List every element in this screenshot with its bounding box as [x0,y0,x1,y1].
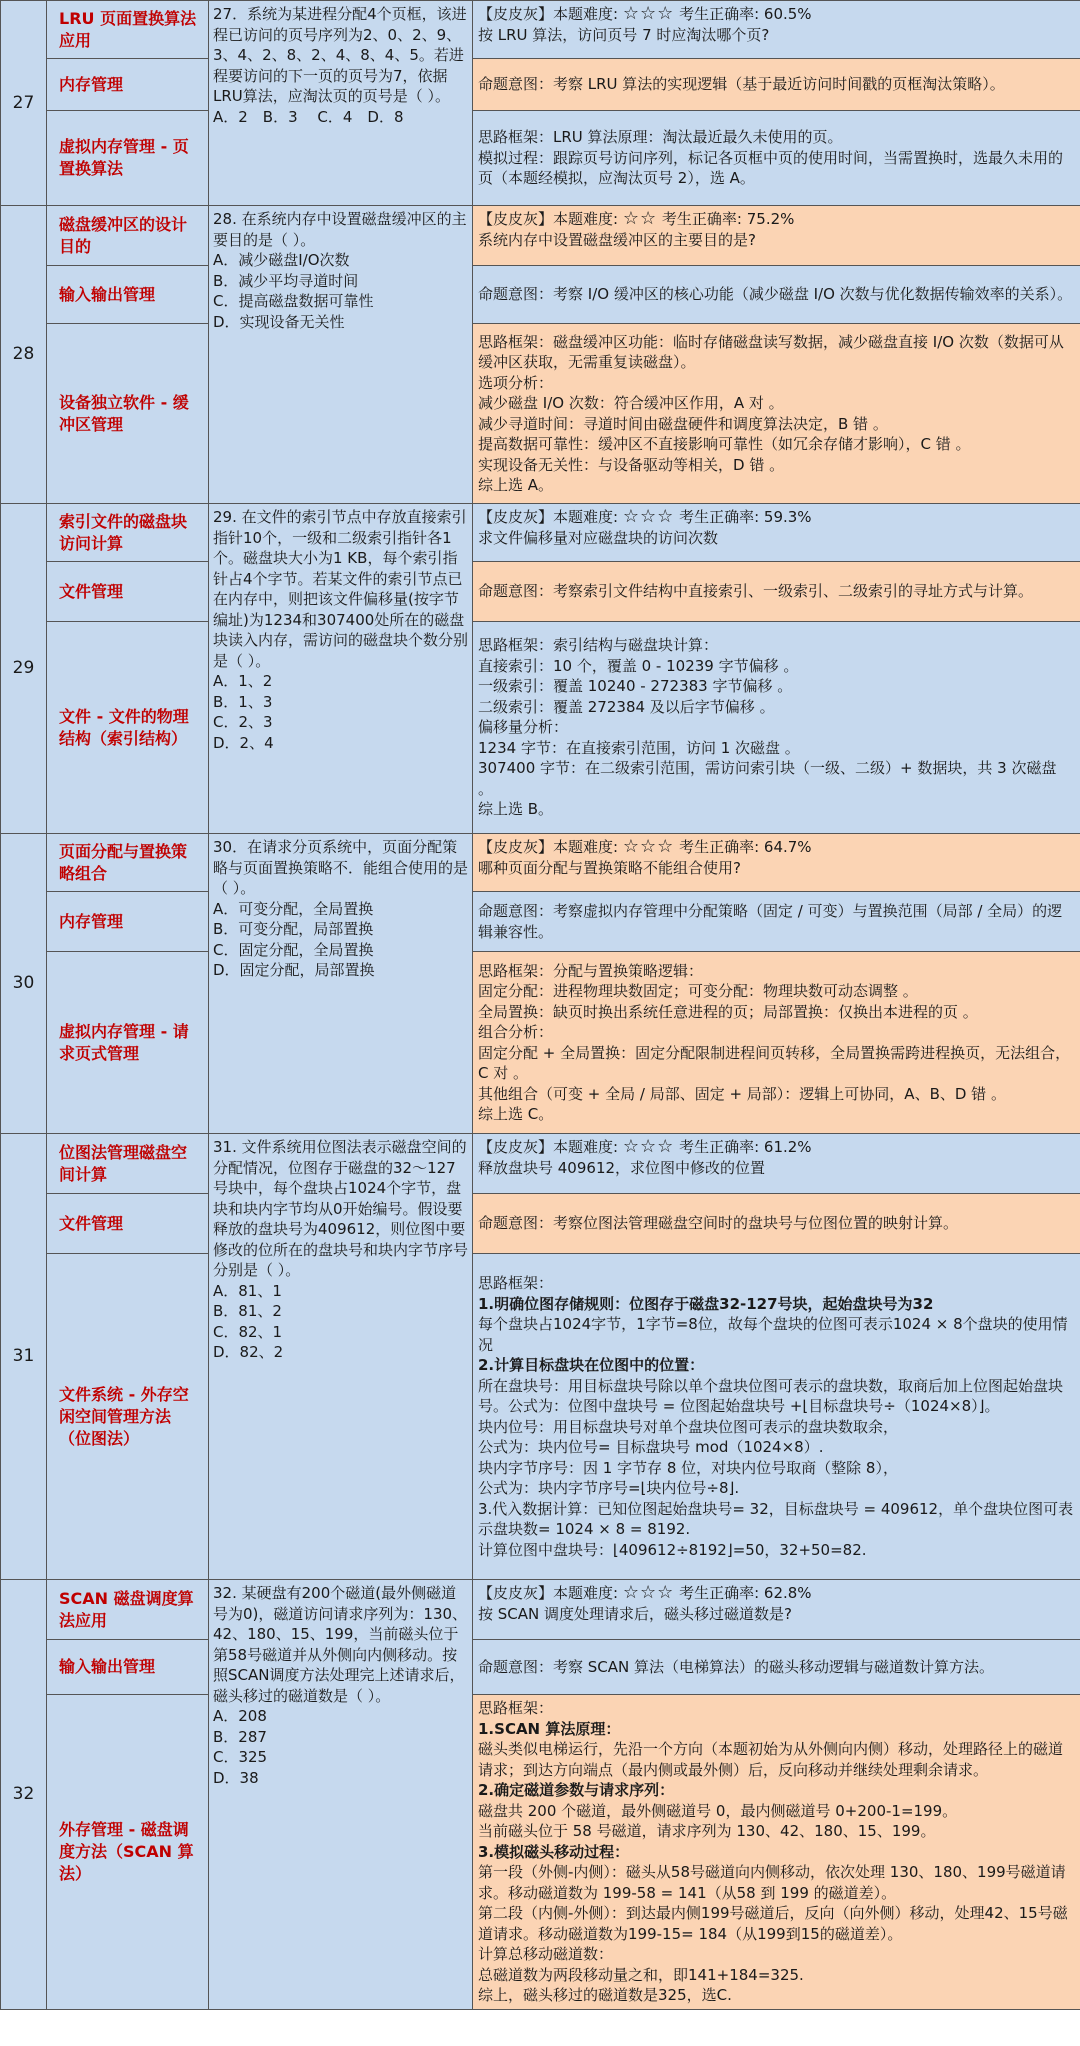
question-line: B．减少平均寻道时间 [213,271,359,290]
difficulty-tag: 【皮皮灰】 [478,838,554,856]
question-line: B．81、2 [213,1302,282,1320]
table-row [1,1134,1080,1194]
analysis-line: 命题意图：考察索引文件结构中直接索引、一级索引、二级索引的寻址方式与计算。 [478,582,1034,601]
difficulty-line [478,4,1075,25]
analysis-line: 固定分配：进程物理块数固定；可变分配：物理块数可动态调整 。 [478,982,918,1000]
analysis-cell [473,1254,1080,1580]
analysis-cell [473,1134,1080,1194]
difficulty-line [478,209,1075,230]
question-text [209,1134,473,1580]
analysis-line: 命题意图：考察虚拟内存管理中分配策略（固定 / 可变）与置换范围（局部 / 全局）的逻辑兼容性。 [478,902,1063,941]
difficulty-line [478,507,1075,528]
difficulty-label: 本题难度: [553,1138,619,1156]
star-icon: ☆☆☆ [622,836,675,857]
problem-number: 27 [1,1,47,206]
star-icon: ☆☆☆ [622,3,675,24]
star-icon: ☆☆☆ [622,1582,675,1603]
rate-label: 考生正确率: [679,5,760,23]
rate-label: 考生正确率: [679,508,760,526]
knowledge-point: 输入输出管理 [47,1640,209,1695]
correct-rate: 75.2% [746,210,795,228]
analysis-line: 固定分配 + 全局置换：固定分配限制进程间页转移，全局置换需跨进程换页，无法组合，C 对 。 [478,1043,1071,1082]
analysis-line: 命题意图：考察 SCAN 算法（电梯算法）的磁头移动逻辑与磁道数计算方法。 [478,1657,995,1676]
question-line: 28. 在系统内存中设置磁盘缓冲区的主要目的是（ ）。 [213,210,467,249]
table-row [1,206,1080,266]
table-row [1,504,1080,562]
analysis-cell [473,324,1080,504]
knowledge-point: 位图法管理磁盘空间计算 [47,1134,209,1194]
analysis-cell [473,622,1080,834]
star-icon: ☆☆ [622,208,658,229]
table-row [1,562,1080,622]
analysis-line: 减少磁盘 I/O 次数：符合缓冲区作用，A 对 。 [478,394,784,412]
analysis-line: 思路框架：分配与置换策略逻辑： [478,961,704,980]
analysis-cell [473,834,1080,892]
knowledge-point: SCAN 磁盘调度算法应用 [47,1580,209,1640]
analysis-line: 综上选 B。 [478,800,554,819]
analysis-line: 命题意图：考察 I/O 缓冲区的核心功能（减少磁盘 I/O 次数与优化数据传输效率的关系）。 [478,285,1073,304]
star-icon: ☆☆☆ [622,506,675,527]
analysis-line: 总磁道数为两段移动量之和，即141+184=325. [478,1965,804,1984]
analysis-line: 直接索引：10 个，覆盖 0 - 10239 字节偏移 。 [478,656,799,675]
rate-label: 考生正确率: [679,838,760,856]
question-line: A．208 [213,1707,267,1725]
analysis-line: 系统内存中设置磁盘缓冲区的主要目的是? [478,230,756,249]
analysis-line: 307400 字节：在二级索引范围，需访问索引块（一级、二级）+ 数据块，共 3 次磁盘 。 [478,759,1057,798]
analysis-line: 其他组合（可变 + 全局 / 局部、固定 + 局部）：逻辑上可协同，A、B、D 错 。 [478,1084,1006,1103]
question-line: A．1、2 [213,672,273,690]
analysis-line: 块内位号：用目标盘块号对单个盘块位图可表示的盘块数取余， [478,1417,899,1436]
analysis-line: 第一段（外侧-内侧）：磁头从58号磁道向内侧移动，依次处理 130、180、199号磁道请求。移动磁道数为 199-58 = 141（从58 到 199 的磁道差）。 [478,1863,1066,1902]
analysis-line: 思路框架：LRU 算法原理：淘汰最近最久未使用的页。 [478,128,843,147]
question-line: B．可变分配，局部置换 [213,920,374,938]
analysis-line: 1.SCAN 算法原理： [478,1719,621,1738]
analysis-line: 思路框架： [478,1274,554,1292]
knowledge-point: 页面分配与置换策略组合 [47,834,209,892]
analysis-cell [473,562,1080,622]
analysis-line: 思路框架：磁盘缓冲区功能：临时存储磁盘读写数据，减少磁盘直接 I/O 次数（数据可从缓冲区获取，无需重复读磁盘）。 [478,332,1064,371]
knowledge-point: 索引文件的磁盘块访问计算 [47,504,209,562]
question-line: A．81、1 [213,1281,282,1300]
knowledge-point: 磁盘缓冲区的设计目的 [47,206,209,266]
analysis-line: 减少寻道时间：寻道时间由磁盘硬件和调度算法决定，B 错 。 [478,414,888,433]
table-row [1,324,1080,504]
analysis-line: 提高数据可靠性：缓冲区不直接影响可靠性（如冗余存储才影响），C 错 。 [478,435,971,453]
difficulty-label: 本题难度: [553,1584,619,1602]
table-row [1,111,1080,206]
analysis-line: 3.代入数据计算：已知位图起始盘块号= 32，目标盘块号 = 409612，单个盘块位图可表示盘块数= 1024 × 8 = 8192. [478,1499,1074,1538]
table-row [1,1254,1080,1580]
analysis-line: 每个盘块占1024字节，1字节=8位，故每个盘块的位图可表示1024 × 8个盘块的使用情况 [478,1315,1068,1354]
analysis-line: 命题意图：考察 LRU 算法的实现逻辑（基于最近访问时间戳的页框淘汰策略）。 [478,75,1005,94]
question-line: A．可变分配，全局置换 [213,899,374,918]
table-row [1,59,1080,111]
difficulty-tag: 【皮皮灰】 [478,210,554,228]
knowledge-point: 输入输出管理 [47,266,209,324]
problem-number: 31 [1,1134,47,1580]
analysis-line: 求文件偏移量对应磁盘块的访问次数 [478,528,719,547]
analysis-line: 1234 字节：在直接索引范围，访问 1 次磁盘 。 [478,738,800,757]
knowledge-point: 文件管理 [47,1194,209,1254]
table-row [1,1640,1080,1695]
knowledge-point: 内存管理 [47,59,209,111]
analysis-line: 命题意图：考察位图法管理磁盘空间时的盘块号与位图位置的映射计算。 [478,1214,959,1233]
question-line: 29. 在文件的索引节点中存放直接索引指针10个，一级和二级索引指针各1个。磁盘块大小为1 KB，每个索引指针占4个字节。若某文件的索引节点已在内存中，则把该文件偏移量(按字节编址)为1234和307400处所在的磁盘块读入内存，需访问的磁盘块个数分别是（ ）。 [213,508,469,670]
question-line: C．82、1 [213,1322,283,1341]
question-line: D．38 [213,1768,259,1787]
difficulty-line [478,1137,1075,1158]
question-text [209,206,473,504]
analysis-cell [473,206,1080,266]
analysis-line: 计算位图中盘块号：⌊409612÷8192⌋=50，32+50=82. [478,1540,867,1559]
difficulty-tag: 【皮皮灰】 [478,1138,554,1156]
analysis-cell [473,952,1080,1134]
analysis-line: 按 SCAN 调度处理请求后，磁头移过磁道数是? [478,1604,792,1623]
question-line: B．1、3 [213,692,273,711]
difficulty-label: 本题难度: [553,508,619,526]
knowledge-point: 虚拟内存管理 - 页置换算法 [47,111,209,206]
table-row [1,622,1080,834]
difficulty-label: 本题难度: [553,210,619,228]
knowledge-point: 设备独立软件 - 缓冲区管理 [47,324,209,504]
problem-number: 28 [1,206,47,504]
rate-label: 考生正确率: [661,210,742,228]
question-line: C．2、3 [213,713,273,731]
question-text [209,1580,473,2010]
table-row [1,1695,1080,2010]
problem-number: 32 [1,1580,47,2010]
analysis-line: 模拟过程：跟踪页号访问序列，标记各页框中页的使用时间，当需置换时，选最久未用的页（本题经模拟，应淘汰页号 2），选 A。 [478,148,1064,188]
analysis-line: 磁盘共 200 个磁道，最外侧磁道号 0，最内侧磁道号 0+200-1=199。 [478,1801,958,1820]
analysis-line: 一级索引：覆盖 10240 - 272383 字节偏移 。 [478,677,793,696]
analysis-line: 综上，磁头移过的磁道数是325，选C. [478,1986,732,2004]
table-row [1,266,1080,324]
analysis-line: 综上选 C。 [478,1105,554,1123]
difficulty-tag: 【皮皮灰】 [478,1584,554,1602]
knowledge-point: LRU 页面置换算法应用 [47,1,209,59]
table-row [1,1,1080,59]
question-line: 31. 文件系统用位图法表示磁盘空间的分配情况，位图存于磁盘的32～127号块中，每个盘块占1024个字节，盘块和块内字节均从0开始编号。假设要释放的盘块号为409612，则位图中要修改的位所在的盘块号和块内字节序号分别是（ ）。 [213,1138,469,1279]
difficulty-label: 本题难度: [553,838,619,856]
analysis-cell [473,111,1080,206]
analysis-line: 释放盘块号 409612，求位图中修改的位置 [478,1158,766,1177]
table-row [1,892,1080,952]
question-line: C．固定分配，全局置换 [213,940,374,959]
analysis-line: 磁头类似电梯运行，先沿一个方向（本题初始为从外侧向内侧）移动，处理路径上的磁道请求；到达方向端点（最内侧或最外侧）后，反向移动并继续处理剩余请求。 [478,1740,1064,1779]
analysis-line: 块内字节序号：因 1 字节存 8 位，对块内位号取商（整除 8）， [478,1458,898,1477]
question-line: A．2 B．3 C．4 D．8 [213,107,404,126]
analysis-cell [473,59,1080,111]
question-line: D．2、4 [213,733,274,752]
knowledge-point: 文件管理 [47,562,209,622]
knowledge-point: 文件系统 - 外存空闲空间管理方法（位图法） [47,1254,209,1580]
rate-label: 考生正确率: [679,1584,760,1602]
analysis-cell [473,1640,1080,1695]
star-icon: ☆☆☆ [622,1136,675,1157]
analysis-line: 当前磁头位于 58 号磁道，请求序列为 130、42、180、15、199。 [478,1822,936,1840]
analysis-line: 按 LRU 算法，访问页号 7 时应淘汰哪个页? [478,25,770,44]
correct-rate: 64.7% [763,838,812,856]
difficulty-line [478,837,1075,858]
analysis-cell [473,1,1080,59]
analysis-line: 综上选 A。 [478,476,554,494]
analysis-line: 第二段（内侧-外侧）：到达最内侧199号磁道后，反向（向外侧）移动，处理42、15号磁道请求。移动磁道数为199-15= 184（从199到15的磁道差）。 [478,1904,1068,1943]
analysis-line: 2.确定磁道参数与请求序列： [478,1781,675,1799]
question-line: D．82、2 [213,1343,284,1361]
analysis-cell [473,266,1080,324]
knowledge-point: 内存管理 [47,892,209,952]
analysis-line: 二级索引：覆盖 272384 及以后字节偏移 。 [478,697,775,716]
question-text [209,504,473,834]
difficulty-line [478,1583,1075,1604]
analysis-line: 计算总移动磁道数： [478,1945,614,1963]
analysis-line: 公式为：块内字节序号=⌊块内位号÷8⌋. [478,1479,740,1497]
analysis-cell [473,504,1080,562]
question-line: B．287 [213,1727,267,1746]
knowledge-point: 文件 - 文件的物理结构（索引结构） [47,622,209,834]
difficulty-tag: 【皮皮灰】 [478,508,554,526]
knowledge-point: 虚拟内存管理 - 请求页式管理 [47,952,209,1134]
analysis-line: 思路框架：索引结构与磁盘块计算： [478,636,719,655]
difficulty-tag: 【皮皮灰】 [478,5,554,23]
question-line: C．提高磁盘数据可靠性 [213,292,374,310]
knowledge-point: 外存管理 - 磁盘调度方法（SCAN 算法） [47,1695,209,2010]
analysis-line: 2.计算目标盘块在位图中的位置： [478,1356,705,1374]
question-line: D．实现设备无关性 [213,312,345,331]
analysis-cell [473,1695,1080,2010]
analysis-line: 3.模拟磁头移动过程： [478,1842,630,1861]
table-row [1,952,1080,1134]
question-text [209,834,473,1134]
analysis-line: 所在盘块号：用目标盘块号除以单个盘块位图可表示的盘块数，取商后加上位图起始盘块号。公式为：位图中盘块号 = 位图起始盘块号 +⌊目标盘块号÷（1024×8）⌋。 [478,1376,1064,1415]
analysis-cell [473,1194,1080,1254]
question-line: A．减少磁盘I/O次数 [213,251,350,269]
rate-label: 考生正确率: [679,1138,760,1156]
analysis-cell [473,892,1080,952]
table-row [1,1194,1080,1254]
analysis-line: 全局置换：缺页时换出系统任意进程的页；局部置换：仅换出本进程的页 。 [478,1002,978,1021]
analysis-line: 组合分析： [478,1023,554,1041]
correct-rate: 62.8% [763,1584,812,1602]
analysis-line: 思路框架： [478,1699,554,1717]
analysis-line: 哪种页面分配与置换策略不能组合使用? [478,858,741,877]
problem-number: 29 [1,504,47,834]
table-row [1,834,1080,892]
question-line: D．固定分配，局部置换 [213,961,375,979]
question-line: 30．在请求分页系统中，页面分配策略与页面置换策略不．能组合使用的是（ ）。 [213,838,469,897]
analysis-line: 实现设备无关性：与设备驱动等相关，D 错 。 [478,455,785,474]
analysis-cell [473,1580,1080,1640]
analysis-line: 公式为：块内位号= 目标盘块号 mod（1024×8）. [478,1438,824,1456]
question-line: 32. 某硬盘有200个磁道(最外侧磁道号为0)，磁道访问请求序列为：130、42、180、15、199，当前磁头位于第58号磁道并从外侧向内侧移动。按照SCAN调度方法处理完上述请求后，磁头移过的磁道数是（ ）。 [213,1584,468,1705]
problem-number: 30 [1,834,47,1134]
analysis-line: 偏移量分析： [478,718,569,737]
correct-rate: 60.5% [763,5,812,23]
question-text [209,1,473,206]
analysis-line: 1.明确位图存储规则：位图存于磁盘32-127号块，起始盘块号为32 [478,1294,934,1313]
correct-rate: 59.3% [763,508,812,526]
correct-rate: 61.2% [763,1138,812,1156]
analysis-line: 选项分析： [478,373,554,392]
question-line: 27．系统为某进程分配4个页框，该进程已访问的页号序列为2、0、2、9、3、4、2、8、2、4、8、4、5。若进程要访问的下一页的页号为7，依据LRU算法，应淘汰页的页号是（ ）。 [213,5,467,105]
difficulty-label: 本题难度: [553,5,619,23]
question-line: C．325 [213,1748,268,1766]
table-row [1,1580,1080,1640]
